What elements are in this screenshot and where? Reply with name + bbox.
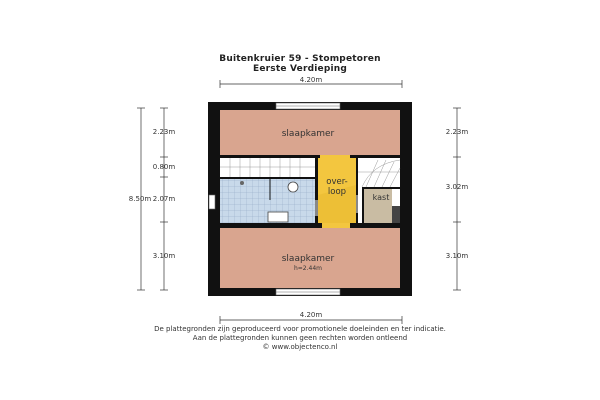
copyright-line: © www.objectenco.nl xyxy=(262,343,338,351)
closet-door xyxy=(356,195,358,213)
right-seg-3: 3.10m xyxy=(445,252,469,260)
right-dimensions xyxy=(446,108,469,290)
left-total-label: 8.50m xyxy=(128,195,152,203)
disclaimer-line-2: Aan de plattegronden kunnen geen rechten worden ontleend xyxy=(192,334,408,342)
right-seg-2: 3.02m xyxy=(445,183,469,191)
bathtub-icon xyxy=(268,212,288,222)
stairs-right xyxy=(358,157,400,187)
left-seg-2: 0.80m xyxy=(152,163,176,171)
floor-name: Eerste Verdieping xyxy=(252,64,347,74)
disclaimer-line-1: De plattegronden zijn geproduceerd voor promotionele doeleinden en ter indicatie. xyxy=(154,325,446,333)
bottom-bedroom-label: slaapkamer xyxy=(281,254,335,264)
left-seg-4: 3.10m xyxy=(152,252,176,260)
top-dimension xyxy=(220,76,402,88)
landing-label-2: loop xyxy=(327,187,347,197)
bottom-dimension xyxy=(220,311,402,324)
bottom-bedroom-height: h=2.44m xyxy=(293,265,323,272)
window-bathroom xyxy=(209,195,215,209)
closet-label: kast xyxy=(372,193,390,202)
stairs-left xyxy=(220,157,316,177)
left-seg-3: 2.07m xyxy=(152,195,176,203)
shower-icon xyxy=(240,181,244,185)
bathroom xyxy=(220,178,315,223)
sink-icon xyxy=(288,182,298,192)
left-dimensions xyxy=(129,108,176,290)
bathroom-door xyxy=(315,200,318,216)
bottom-width-label: 4.20m xyxy=(299,311,323,319)
left-seg-1: 2.23m xyxy=(152,128,176,136)
top-bedroom-label: slaapkamer xyxy=(281,129,335,139)
landing-label-1: over- xyxy=(326,177,348,187)
right-seg-1: 2.23m xyxy=(445,128,469,136)
plan-title: Buitenkruier 59 - Stompetoren xyxy=(219,54,381,64)
top-width-label: 4.20m xyxy=(299,76,323,84)
